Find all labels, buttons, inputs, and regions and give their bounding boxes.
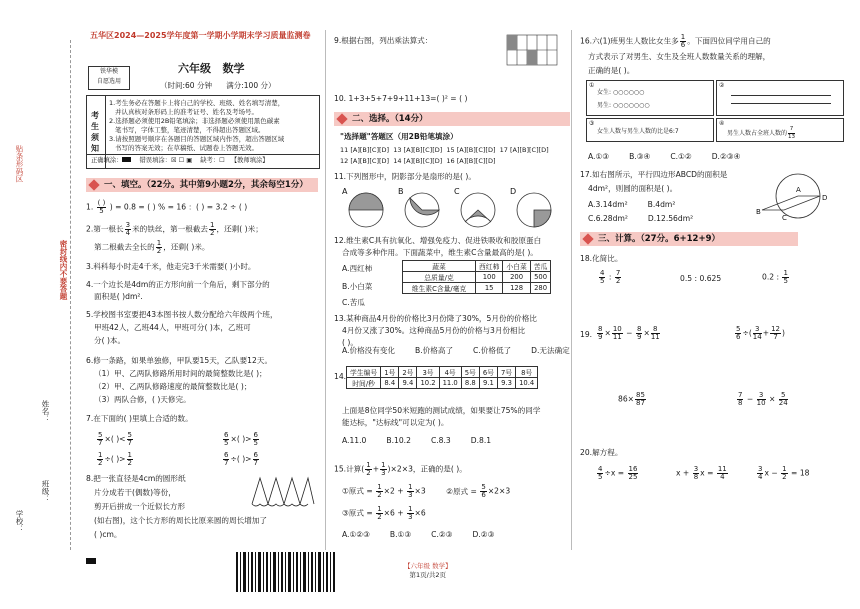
q15-l1a: ①原式 = [342, 486, 373, 496]
wrong-fill-marks: ☒ ☐ ▣ [170, 157, 193, 164]
q17-options-2 [588, 214, 713, 224]
notice-label: 考生须知 [91, 111, 99, 153]
q17-line2: 4dm²，则圆的面积是( )。 [588, 184, 678, 193]
stamp-line-1: 铁华模 [99, 68, 118, 75]
veg-cell: 200 [503, 272, 530, 283]
q2-part-d: 第二根截去全长的 [94, 242, 155, 252]
veg-header-1: 西红柿 [476, 261, 503, 272]
notice-item-3: 2.选择题必须使用2B铅笔填涂；非选择题必须使用黑色碳素 [109, 117, 280, 125]
notice-box [86, 95, 320, 169]
q13-line3: ( )。 [342, 338, 358, 347]
missing-label: 缺考： [200, 157, 220, 164]
q12-opt-c: C.苦瓜 [342, 298, 365, 307]
sprint-cell: 9.1 [479, 378, 497, 389]
q14-options [342, 436, 511, 446]
q2-part-c: ，还剩( )米； [216, 224, 263, 234]
sprint-cell: 8.4 [381, 378, 399, 389]
veg-cell: 500 [530, 272, 551, 283]
q16-a: 16.六(1)班男生人数比女生多 [580, 36, 679, 46]
q13-opt: B.价格高了 [415, 346, 454, 355]
q8-line1: 8.把一张直径是4cm的圆形纸 [86, 474, 186, 483]
sprint-cell: 8.8 [461, 378, 479, 389]
q17-parallelogram-circle-figure [752, 170, 838, 222]
q16-option-box-3: ③ 女生人数与男生人数的比是6:7 [586, 118, 714, 142]
footer-page-info [404, 562, 452, 580]
barcode-area-label: 贴条形码区 [15, 145, 24, 183]
q18-item-1: $\frac{4}{5}$ : $\frac{7}{2}$ [600, 269, 621, 285]
teacher-fill-label: 【教师填涂】 [230, 157, 269, 164]
q11: 11.下列图形中，阴影部分是扇形的是( )。 [334, 172, 476, 181]
notice-item-4: 笔书写，字体工整，笔迹清楚，不得超出答题区域。 [115, 126, 265, 134]
footer-subject: 【六年级 数学】 [404, 562, 452, 570]
q16-line1: 16.六(1)班男生人数比女生多 $\frac{1}{6}$ 。下面四位同学用自己的 [580, 33, 771, 49]
q8-line3: 剪开后拼成一个近似长方形 [94, 502, 186, 511]
q19: 19. [580, 330, 593, 339]
q6-line2: （1）甲、乙两队修路所用时间的最简整数比是( )； [94, 369, 267, 378]
sprint-header: 学生编号 [347, 367, 381, 378]
sprint-cell: 11.0 [439, 378, 461, 389]
q16-opt: A.①③ [588, 152, 610, 161]
q5-line3: 分( )本。 [94, 336, 126, 345]
q16-option-box-2: ② [716, 80, 844, 116]
q8-line4: (如右图)，这个长方形的周长比原来圆的周长增加了 [94, 516, 267, 525]
q12-line2: 合成等多种作用。下面蔬菜中，维生素C含量最高的是( )。 [342, 248, 538, 257]
q5-line1: 5.学校图书室要把43本图书按人数分配给六年级两个班， [86, 310, 278, 319]
q16-opt: C.①② [670, 152, 692, 161]
q11-opt-c: C [454, 187, 460, 196]
q15-opt: D.②③ [472, 530, 495, 539]
q14-opt: A.11.0 [342, 436, 367, 445]
q19-item-1: $\frac{8}{9}$ × $\frac{10}{11}$ − $\frac{8}{9}$ × $\frac{8}{11}$ [598, 325, 660, 341]
veg-header-0: 蔬菜 [403, 261, 476, 272]
q17-opt: B.4dm² [647, 200, 676, 209]
q7-item-4: $\frac{6}{7}$ ÷( )> $\frac{6}{7}$ [224, 451, 259, 467]
sprint-cell: 10.4 [516, 378, 538, 389]
q12-opt-a: A.西红柿 [342, 264, 373, 273]
notice-item-2: 并认真核对条形码上的准考证号、姓名及考场号。 [115, 108, 258, 116]
section-3-title: 三、计算。（27分。6+12+9） [580, 232, 798, 246]
q13-line2: 4月份又涨了30%。这种商品5月份的价格与3月份相比 [342, 326, 526, 335]
sprint-header: 7号 [497, 367, 515, 378]
q15-head: 15.计算( [334, 464, 365, 474]
notice-item-6: 书写的答案无效；在草稿纸、试题卷上答题无效。 [115, 144, 258, 152]
q15-l2: ③原式 = [342, 508, 373, 518]
q13-opt: D.无法确定 [531, 346, 570, 355]
q11-figures [340, 184, 560, 230]
q20: 20.解方程。 [580, 448, 623, 457]
q13-options [342, 346, 590, 356]
q15-options [342, 530, 514, 540]
q16-option-box-4: ④ 男生人数占全班人数的 $\frac{7}{13}$ [716, 118, 844, 142]
q17-line1: 17.如右图所示，平行四边形ABCD的面积是 [580, 170, 728, 179]
q12-opt-b: B.小白菜 [342, 282, 373, 291]
q10: 10. 1+3+5+7+9+11+13=( )² = ( ) [334, 94, 468, 103]
q16-b: 。下面四位同学用自己的 [687, 36, 771, 46]
sprint-cell: 时间/秒 [347, 378, 381, 389]
q19-item-3: 86× $\frac{85}{87}$ [618, 391, 645, 407]
q15-opt: C.②③ [431, 530, 453, 539]
q20-item-2: x + $\frac{3}{8}$ x = $\frac{11}{4}$ [676, 465, 727, 481]
q1-number: 1. [86, 202, 94, 212]
q9-grid-figure [506, 34, 566, 74]
veg-cell: 128 [503, 283, 530, 294]
footer-page-number: 第1页/共2页 [409, 571, 447, 579]
q15-tail: )×2×3，正确的是( )。 [387, 464, 467, 474]
q16-line2: 方式表示了对男生、女生及全班人数数量关系的理解， [588, 52, 771, 61]
section-2-title: 二、选择。（14分） [334, 112, 570, 126]
choice-answer-area-title: "选择题"答题区（用2B铅笔填涂） [340, 132, 458, 141]
q15-line1: ①原式 = $\frac{1}{2}$ ×2 + $\frac{1}{3}$ ×3 ②原式 = $\frac{5}{6}$ ×2×3 [342, 483, 511, 499]
q17-opt: A.3.14dm² [588, 200, 628, 209]
svg-text:C: C [782, 214, 787, 222]
grade-subject: 六年级 数学 [178, 62, 245, 75]
seal-line [70, 40, 71, 550]
q1-fraction: $\frac{( )}{5}$ [97, 199, 106, 215]
svg-text:A: A [796, 186, 801, 194]
q15-line2: ③原式 = $\frac{1}{2}$ ×6 + $\frac{1}{3}$ ×6 [342, 505, 426, 521]
section-1-title: 一、填空。（22分。其中第9小题2分，其余每空1分） [86, 178, 318, 192]
svg-text:B: B [756, 208, 761, 216]
q16-line3: 正确的是( )。 [588, 66, 635, 75]
q2-part-a: 2.第一根长 [86, 224, 124, 234]
sprint-cell: 9.4 [399, 378, 417, 389]
q4-line1: 4.一个边长是4dm的正方形向前一个角后，剩下部分的 [86, 280, 270, 289]
sprint-header: 4号 [439, 367, 461, 378]
q15-opt: B.①③ [389, 530, 412, 539]
column-divider-2 [571, 30, 572, 550]
sprint-header: 6号 [479, 367, 497, 378]
q17-opt: C.6.28dm² [588, 214, 628, 223]
q16-option-box-1: ① 女生: ○○○○○○ 男生: ○○○○○○○ [586, 80, 714, 116]
q11-opt-b: B [398, 187, 404, 196]
q16-opt: D.②③④ [711, 152, 741, 161]
q11-opt-d: D [510, 187, 517, 196]
q16-c-text: 女生人数与男生人数的比是6:7 [597, 128, 679, 135]
q5-line2: 甲班42人，乙班44人，甲班可分( )本，乙班可 [94, 323, 251, 332]
veg-header-2: 小白菜 [503, 261, 530, 272]
q6-line1: 6.修一条路，如果单独修，甲队要15天，乙队要12天。 [86, 356, 273, 365]
q14-line1: 上面是8位同学50米短跑的测试成绩，如果要让75%的同学 [342, 406, 541, 415]
q4-line2: 面积是( )dm². [94, 292, 143, 301]
school-stamp [88, 66, 130, 90]
q19-item-4: $\frac{7}{8}$ − $\frac{3}{10}$ × $\frac{5}{24}$ [738, 391, 788, 407]
q7: 7.在下面的( )里填上合适的数。 [86, 414, 193, 423]
q8-rectangle-figure [250, 474, 316, 510]
q13-line1: 13.某种商品4月份的价格比3月份降了30%，5月份的价格比 [334, 314, 537, 323]
veg-cell: 15 [476, 283, 503, 294]
seal-warning: 密封线内不要答题 [59, 240, 68, 300]
q16-opt: B.③④ [629, 152, 651, 161]
veg-cell: 280 [530, 283, 551, 294]
q15-opt: A.①②③ [342, 530, 370, 539]
missing-box[interactable]: ☐ [219, 157, 225, 164]
q11-opt-a: A [342, 187, 348, 196]
q13-opt: C.价格低了 [473, 346, 512, 355]
q9: 9.根据右图，列出乘法算式： [334, 36, 433, 45]
q14-opt: C.8.3 [430, 436, 451, 445]
svg-text:D: D [822, 194, 828, 202]
q16-d-text: 男生人数占全班人数的 [727, 130, 788, 137]
q3: 3.科科每小时走4千米，他走完3千米需要( )小时。 [86, 262, 256, 271]
veg-header-3: 苦瓜 [530, 261, 551, 272]
q7-item-2: $\frac{6}{5}$ ×( )> $\frac{6}{5}$ [224, 431, 259, 447]
notice-item-5: 3.请按照题号顺序在各题目的答题区域内作答，超出答题区域 [109, 135, 285, 143]
q19-item-2: $\frac{5}{6}$ ÷( $\frac{3}{14}$ + $\frac{12}{7}$ ) [736, 325, 785, 341]
q6-line3: （2）甲、乙两队修路速度的最简整数比是( )； [94, 382, 252, 391]
sprint-header: 1号 [381, 367, 399, 378]
q14-opt: B.10.2 [386, 436, 411, 445]
q6-line4: （3）两队合修，( )天修完。 [94, 395, 191, 404]
name-label: 姓名： [41, 400, 50, 423]
q2-part-b: 米的铁丝，第一根截去 [132, 224, 209, 234]
sprint-header: 8号 [516, 367, 538, 378]
q16-girl-label: 女生: [597, 89, 612, 96]
q14-opt: D.8.1 [470, 436, 492, 445]
q2-line1: 2.第一根长 $\frac{3}{4}$ 米的铁丝，第一根截去 $\frac{1}{2}$ ，还剩( )米； [86, 221, 263, 237]
column-divider-1 [325, 30, 326, 550]
q15: 15.计算( $\frac{1}{2}$ + $\frac{1}{3}$ )×2×3，正确的是( )。 [334, 461, 467, 477]
q14-line2: 能达标，"达标线"可以定为( )。 [342, 418, 449, 427]
q17-options-1 [588, 200, 695, 210]
veg-cell: 维生素C含量/毫克 [403, 283, 476, 294]
correct-fill-mark [122, 157, 131, 162]
q13-opt: A.价格没有变化 [342, 346, 396, 355]
q15-l1b: ②原式 = [446, 486, 477, 496]
veg-cell: 总质量/克 [403, 272, 476, 283]
correct-fill-label: 正确填涂： [91, 157, 123, 164]
q1 [86, 200, 247, 215]
sprint-header: 3号 [417, 367, 439, 378]
q2-part-e: ，还剩( )米。 [163, 242, 210, 252]
q14-number: 14. [334, 372, 347, 381]
q18: 18.化简比。 [580, 254, 623, 263]
exam-title: 五华区2024—2025学年度第一学期小学期末学习质量监测卷 [90, 31, 311, 40]
q8-line2: 片分成若干(偶数)等份， [94, 488, 176, 497]
q17-opt: D.12.56dm² [647, 214, 694, 223]
barcode [236, 552, 336, 592]
sprint-header: 2号 [399, 367, 417, 378]
sprint-table [346, 366, 538, 389]
sprint-header: 5号 [461, 367, 479, 378]
q20-item-3: $\frac{3}{4}$ x − $\frac{1}{2}$ = 18 [758, 465, 810, 481]
notice-item-1: 1.考生务必在答题卡上将自己的学校、班级、姓名填写清楚， [109, 99, 285, 107]
veg-cell: 100 [476, 272, 503, 283]
q1-text: ) = 0.8 = ( ) % = 16 ：( ) = 3.2 ÷ ( ) [109, 202, 248, 212]
time-info: （时间:60 分钟 满分:100 分） [160, 81, 276, 90]
sprint-cell: 9.3 [497, 378, 515, 389]
q16-boy-label: 男生: [597, 102, 612, 109]
q8-line5: ( )cm。 [94, 530, 122, 539]
vegetable-table [402, 260, 551, 294]
wrong-fill-label: 错误填涂： [139, 157, 171, 164]
choice-answer-grid[interactable]: 11 [A][B][C][D] 13 [A][B][C][D] 15 [A][B][C][D] 17 [A][B][C][D] 12 [A][B][C][D] 14 [A][B][C][D] 16 [A][B][C][D] [340, 146, 549, 165]
corner-mark [86, 558, 96, 564]
class-label: 班级： [41, 480, 50, 503]
q16-options [588, 152, 760, 162]
stamp-line-2: 自愿选用 [96, 78, 121, 85]
q7-item-3: $\frac{1}{2}$ ÷( )> $\frac{1}{2}$ [98, 451, 133, 467]
q7-item-1: $\frac{5}{7}$ ×( )< $\frac{5}{7}$ [98, 431, 133, 447]
q20-item-1: $\frac{4}{5}$ ÷x = $\frac{16}{25}$ [598, 465, 638, 481]
q18-item-2: 0.5 : 0.625 [680, 274, 722, 283]
q2-line2: 第二根截去全长的 $\frac{1}{2}$ ，还剩( )米。 [94, 239, 210, 255]
q12-line1: 12.维生素C具有抗氧化、增强免疫力、促进铁吸收和胶原蛋白 [334, 236, 542, 245]
q18-item-3: 0.2 : $\frac{1}{5}$ [762, 269, 788, 285]
sprint-cell: 10.2 [417, 378, 439, 389]
school-label: 学校： [15, 510, 24, 533]
